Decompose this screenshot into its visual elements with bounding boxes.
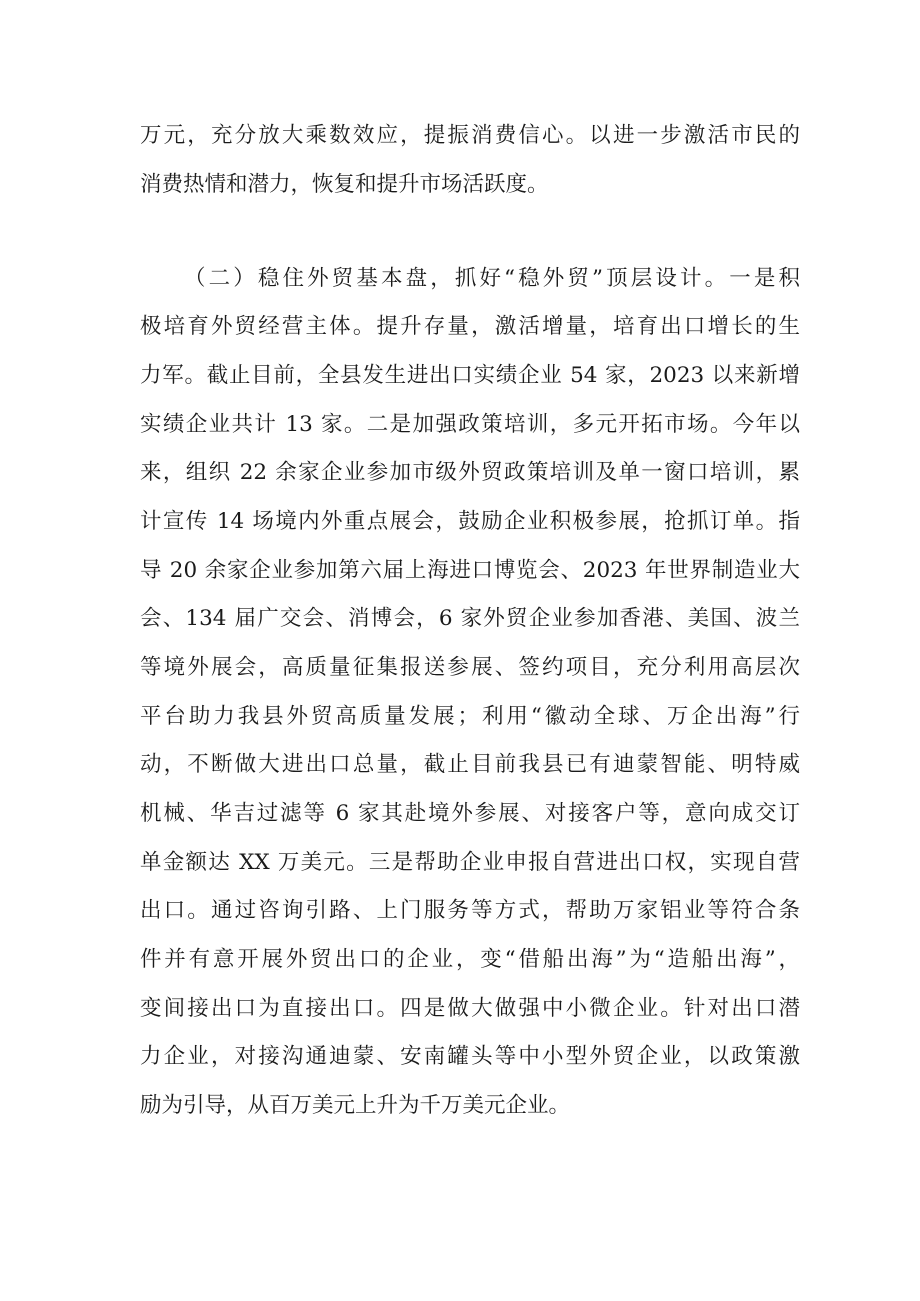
text-line: 导 20 余家企业参加第六届上海进口博览会、2023 年世界制造业大 bbox=[140, 558, 800, 583]
text-line: 变间接出口为直接出口。四是做大做强中小微企业。针对出口潜 bbox=[140, 996, 800, 1021]
section-heading-line: （二）稳住外贸基本盘，抓好“稳外贸”顶层设计。一是积 bbox=[184, 266, 800, 291]
text-line: 来，组织 22 余家企业参加市级外贸政策培训及单一窗口培训，累 bbox=[140, 460, 800, 485]
text-line: 件并有意开展外贸出口的企业，变“借船出海”为“造船出海”， bbox=[140, 947, 800, 972]
text-line: 会、134 届广交会、消博会，6 家外贸企业参加香港、美国、波兰 bbox=[140, 606, 800, 631]
text-line: 消费热情和潜力，恢复和提升市场活跃度。 bbox=[140, 172, 549, 197]
text-line: 极培育外贸经营主体。提升存量，激活增量，培育出口增长的生 bbox=[140, 314, 800, 339]
text-line: 力企业，对接沟通迪蒙、安南罐头等中小型外贸企业，以政策激 bbox=[140, 1044, 800, 1069]
text-line: 动，不断做大进出口总量，截止目前我县已有迪蒙智能、明特威 bbox=[140, 752, 800, 777]
text-line: 计宣传 14 场境内外重点展会，鼓励企业积极参展，抢抓订单。指 bbox=[140, 509, 800, 534]
text-line: 万元，充分放大乘数效应，提振消费信心。以进一步激活市民的 bbox=[140, 123, 800, 148]
text-line: 平台助力我县外贸高质量发展；利用“徽动全球、万企出海”行 bbox=[140, 704, 800, 729]
text-line: 实绩企业共计 13 家。二是加强政策培训，多元开拓市场。今年以 bbox=[140, 412, 800, 437]
text-line: 励为引导，从百万美元上升为千万美元企业。 bbox=[140, 1093, 571, 1118]
text-line: 单金额达 XX 万美元。三是帮助企业申报自营进出口权，实现自营 bbox=[140, 850, 800, 875]
text-line: 力军。截止目前，全县发生进出口实绩企业 54 家，2023 以来新增 bbox=[140, 363, 800, 388]
text-line: 出口。通过咨询引路、上门服务等方式，帮助万家铝业等符合条 bbox=[140, 898, 800, 923]
text-line: 等境外展会，高质量征集报送参展、签约项目，充分利用高层次 bbox=[140, 655, 800, 680]
text-line: 机械、华吉过滤等 6 家其赴境外参展、对接客户等，意向成交订 bbox=[140, 801, 800, 826]
